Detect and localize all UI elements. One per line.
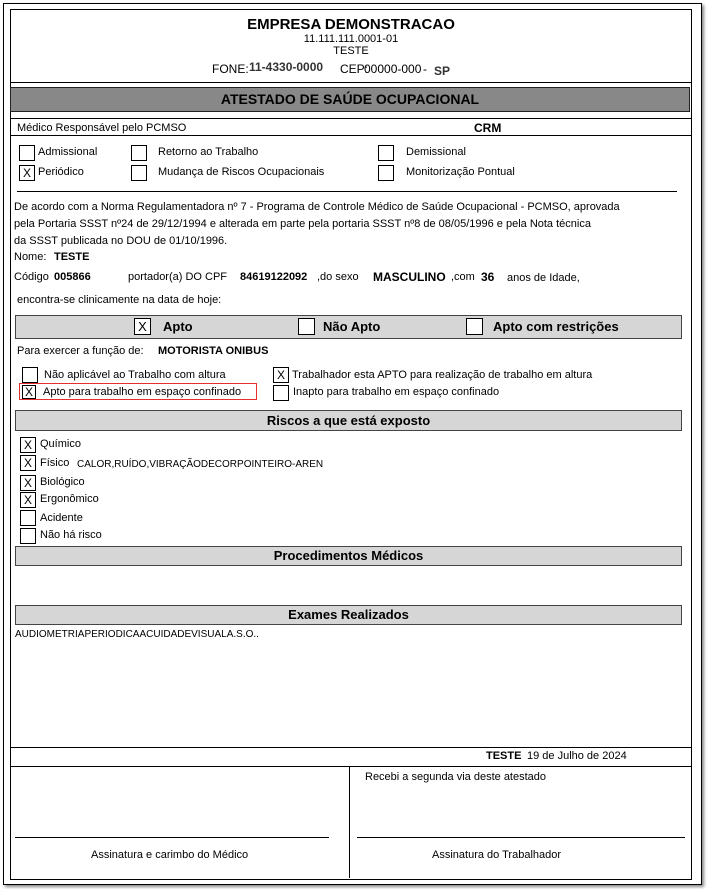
checkbox-nao-aplicavel-altura[interactable]	[22, 367, 38, 383]
medico-divider	[10, 135, 692, 136]
label-quimico: Químico	[40, 438, 81, 450]
checkbox-quimico[interactable]: X	[20, 437, 36, 453]
label-apto-restricoes: Apto com restrições	[493, 319, 619, 334]
checkbox-apto-confinado[interactable]: X	[22, 385, 36, 399]
label-demissional: Demissional	[406, 146, 466, 158]
legal-text-line-2: pela Portaria SSST nº24 de 29/12/1994 e alterada em parte pela portaria SSST nº8 de 08/05/1996 e pela Nota técnica	[14, 218, 591, 230]
checkbox-demissional[interactable]	[378, 145, 394, 161]
checkbox-nao-apto[interactable]	[298, 318, 315, 335]
clinic-statement: encontra-se clinicamente na data de hoje:	[17, 294, 222, 306]
legal-text-line-3: da SSST publicada no DOU de 01/10/1996.	[14, 235, 228, 247]
codigo-label: Código	[14, 271, 49, 283]
exames-title: Exames Realizados	[15, 605, 682, 625]
checkbox-retorno[interactable]	[131, 145, 147, 161]
checkbox-mudanca[interactable]	[131, 165, 147, 181]
medico-signature-line	[15, 837, 329, 838]
sexo-label: ,do sexo	[317, 271, 359, 283]
label-monitorizacao: Monitorização Pontual	[406, 166, 515, 178]
label-nao-apto: Não Apto	[323, 319, 381, 334]
header-divider	[10, 82, 692, 83]
company-name: EMPRESA DEMONSTRACAO	[247, 16, 455, 33]
segunda-via-text: Recebi a segunda via deste atestado	[365, 771, 547, 783]
label-admissional: Admissional	[38, 146, 98, 158]
medico-label: Médico Responsável pelo PCMSO	[17, 122, 187, 134]
checkbox-acidente[interactable]	[20, 510, 36, 526]
label-periodico: Periódico	[38, 166, 84, 178]
exam-types-divider	[17, 191, 677, 192]
label-apto-altura: Trabalhador esta APTO para realização de trabalho em altura	[292, 369, 593, 381]
label-retorno: Retorno ao Trabalho	[158, 146, 259, 158]
company-subtitle: TESTE	[333, 45, 369, 57]
medico-signature-label: Assinatura e carimbo do Médico	[91, 849, 249, 861]
checkbox-admissional[interactable]	[19, 145, 35, 161]
cpf-label: portador(a) DO CPF	[128, 271, 228, 283]
riscos-title: Riscos a que está exposto	[15, 410, 682, 431]
checkbox-ergonomico[interactable]: X	[20, 492, 36, 508]
exames-list: AUDIOMETRIAPERIODICAACUIDADEVISUALA.S.O..	[15, 629, 259, 640]
checkbox-apto-altura[interactable]: X	[273, 367, 289, 383]
fisico-detail: CALOR,RUÍDO,VIBRAÇÃODECORPOINTEIRO-AREN	[77, 459, 324, 470]
label-biologico: Biológico	[40, 476, 85, 488]
nome-label: Nome:	[14, 251, 47, 263]
funcao-label: Para exercer a função de:	[17, 345, 144, 357]
checkbox-nao-ha-risco[interactable]	[20, 528, 36, 544]
cep-label: CEP:	[340, 62, 369, 76]
label-mudanca: Mudança de Riscos Ocupacionais	[158, 166, 325, 178]
idade-value: 36	[481, 270, 495, 284]
checkbox-apto-restricoes[interactable]	[466, 318, 483, 335]
label-ergonomico: Ergonômico	[40, 493, 99, 505]
label-fisico: Físico	[40, 457, 70, 469]
cpf-value: 84619122092	[240, 271, 308, 283]
checkbox-inapto-confinado[interactable]	[273, 385, 289, 401]
checkbox-periodico[interactable]: X	[19, 165, 35, 181]
label-inapto-confinado: Inapto para trabalho em espaço confinado	[293, 386, 500, 398]
date: 19 de Julho de 2024	[527, 750, 627, 762]
idade-suffix: anos de Idade,	[507, 272, 580, 284]
phone-value: 11-4330-0000	[249, 60, 324, 74]
trabalhador-signature-label: Assinatura do Trabalhador	[432, 849, 562, 861]
crm-label: CRM	[474, 121, 502, 135]
label-apto: Apto	[163, 319, 193, 334]
company-cnpj: 11.111.111.0001-01	[303, 33, 399, 45]
city: TESTE	[486, 750, 522, 762]
checkbox-apto[interactable]: X	[134, 318, 151, 335]
checkbox-monitorizacao[interactable]	[378, 165, 394, 181]
label-nao-ha-risco: Não há risco	[40, 529, 102, 541]
label-acidente: Acidente	[40, 512, 83, 524]
label-apto-confinado: Apto para trabalho em espaço confinado	[43, 386, 242, 398]
nome-value: TESTE	[54, 251, 90, 263]
cep-value: 00000-000	[364, 62, 422, 76]
phone-label: FONE:	[212, 62, 249, 76]
cep-dash: -	[423, 62, 427, 76]
checkbox-biologico[interactable]: X	[20, 475, 36, 491]
signature-separator	[349, 766, 350, 878]
funcao-value: MOTORISTA ONIBUS	[158, 345, 269, 357]
procedimentos-title: Procedimentos Médicos	[15, 546, 682, 566]
state-value: SP	[434, 64, 451, 78]
com-label: ,com	[451, 271, 475, 283]
sexo-value: MASCULINO	[373, 270, 446, 284]
signature-frame	[10, 766, 692, 880]
document-title: ATESTADO DE SAÚDE OCUPACIONAL	[10, 87, 690, 112]
codigo-value: 005866	[54, 271, 91, 283]
label-nao-aplicavel-altura: Não aplicável ao Trabalho com altura	[44, 369, 226, 381]
legal-text-line-1: De acordo com a Norma Regulamentadora nº 7 - Programa de Controle Médico de Saúde Ocupacional - PCMSO, aprovada	[14, 201, 620, 213]
trabalhador-signature-line	[357, 837, 685, 838]
checkbox-fisico[interactable]: X	[20, 455, 36, 471]
